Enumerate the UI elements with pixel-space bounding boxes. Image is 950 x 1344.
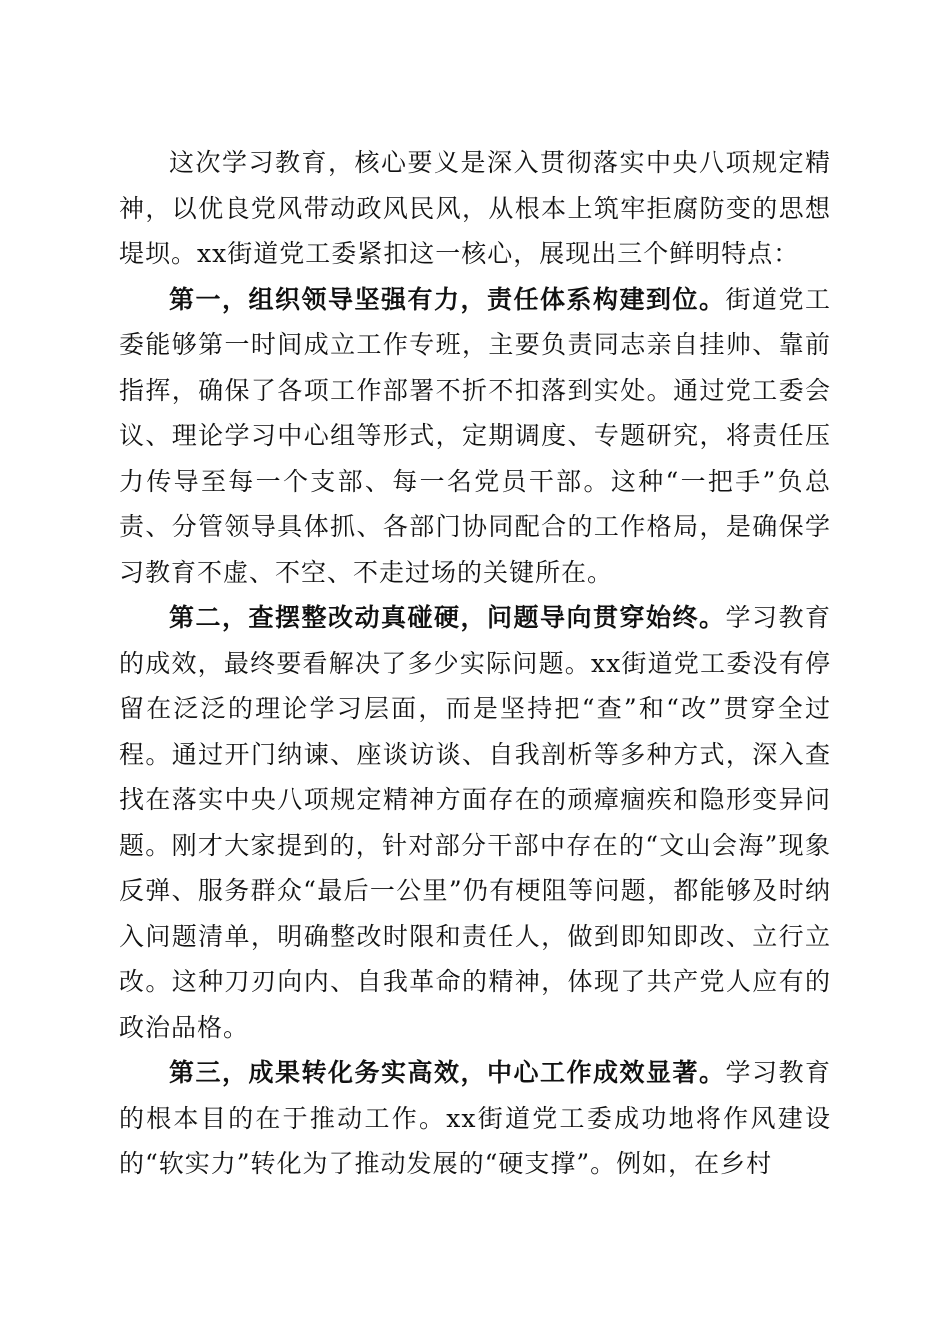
paragraph-point-3 <box>119 1050 831 1187</box>
paragraph-lead: 第一，组织领导坚强有力，责任体系构建到位。 <box>169 284 726 314</box>
paragraph-point-2 <box>119 595 831 1050</box>
paragraph-intro <box>119 140 831 277</box>
paragraph-text: 学习教育的根本目的在于推动工作。xx街道党工委成功地将作风建设的“软实力”转化为了推动发展的“硬支撑”。例如，在乡村 <box>119 1058 831 1178</box>
paragraph-lead: 第三，成果转化务实高效，中心工作成效显著。 <box>169 1058 726 1087</box>
paragraph-lead: 第二，查摆整改动真碰硬，问题导向贯穿始终。 <box>169 603 726 632</box>
paragraph-text: 这次学习教育，核心要义是深入贯彻落实中央八项规定精神，以优良党风带动政风民风，从根本上筑牢拒腐防变的思想堤坝。xx街道党工委紧扣这一核心，展现出三个鲜明特点： <box>119 148 831 268</box>
paragraph-text: 学习教育的成效，最终要看解决了多少实际问题。xx街道党工委没有停留在泛泛的理论学习层面，而是坚持把“查”和“改”贯穿全过程。通过开门纳谏、座谈访谈、自我剖析等多种方式，深入查找在落实中央八项规定精神方面存在的顽瘴痼疾和隐形变异问题。刚才大家提到的，针对部分干部中存在的“文山会海”现象反弹、服务群众“最后一公里”仍有梗阻等问题，都能够及时纳入问题清单，明确整改时限和责任人，做到即知即改、立行立改。这种刀刃向内、自我革命的精神，体现了共产党人应有的政治品格。 <box>119 603 831 1042</box>
paragraph-point-1 <box>119 277 831 596</box>
document-body <box>119 140 831 1187</box>
paragraph-text: 街道党工委能够第一时间成立工作专班，主要负责同志亲自挂帅、靠前指挥，确保了各项工作部署不折不扣落到实处。通过党工委会议、理论学习中心组等形式，定期调度、专题研究，将责任压力传导至每一个支部、每一名党员干部。这种“一把手”负总责、分管领导具体抓、各部门协同配合的工作格局，是确保学习教育不虚、不空、不走过场的关键所在。 <box>119 284 831 587</box>
